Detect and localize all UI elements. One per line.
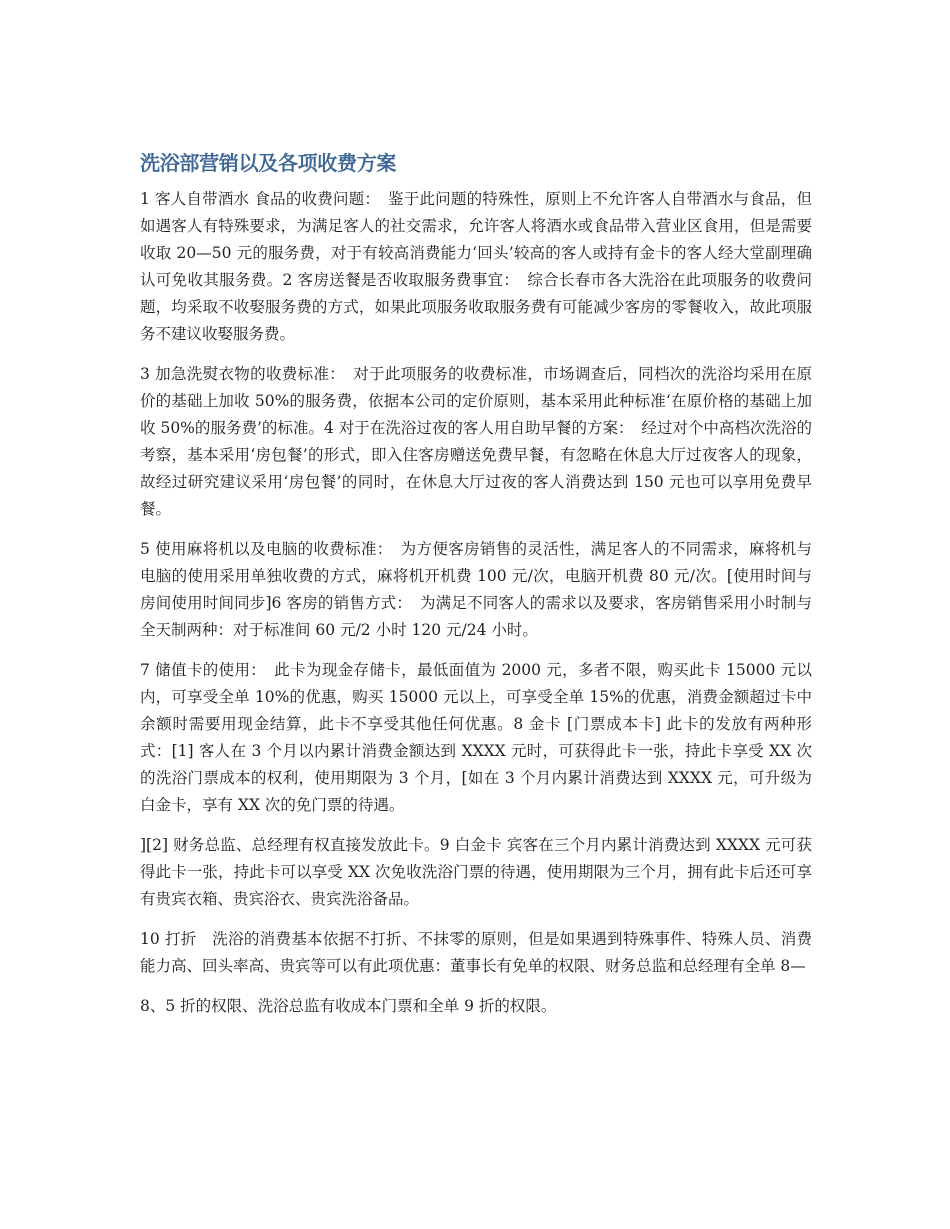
paragraph-2: 3 加急洗熨衣物的收费标准： 对于此项服务的收费标准，市场调查后，同档次的洗浴均采用在原价的基础上加收 50%的服务费，依据本公司的定价原则，基本采用此种标准‘在原价格的基础上加收 50%的服务费’的标准。4 对于在洗浴过夜的客人用自助早餐的方案： 经过对个中高档次洗浴的考察，基本采用‘房包餐’的形式，即入住客房赠送免费早餐，有忽略在休息大厅过夜客人的现象，故经过研究建议采用‘房包餐’的同时，在休息大厅过夜的客人消费达到 150 元也可以享用免费早餐。 (140, 365, 812, 518)
document-page (140, 148, 812, 1033)
paragraph-3: 5 使用麻将机以及电脑的收费标准： 为方便客房销售的灵活性，满足客人的不同需求，麻将机与电脑的使用采用单独收费的方式，麻将机开机费 100 元/次，电脑开机费 80 元/次。[使用时间与房间使用时间同步]6 客房的销售方式： 为满足不同客人的需求以及要求，客房销售采用小时制与全天制两种：对于标准间 60 元/2 小时 120 元/24 小时。 (140, 540, 812, 639)
paragraph-4: 7 储值卡的使用： 此卡为现金存储卡，最低面值为 2000 元，多者不限，购买此卡 15000 元以内，可享受全单 10%的优惠，购买 15000 元以上，可享受全单 15%的优惠，消费金额超过卡中余额时需要用现金结算，此卡不享受其他任何优惠。8 金卡 [门票成本卡] 此卡的发放有两种形式：[1] 客人在 3 个月以内累计消费金额达到 XXXX 元时，可获得此卡一张，持此卡享受 XX 次的洗浴门票成本的权利，使用期限为 3 个月，[如在 3 个月内累计消费达到 XXXX 元，可升级为白金卡，享有 XX 次的免门票的待遇。 (140, 661, 812, 814)
paragraph-6: 10 打折 洗浴的消费基本依据不打折、不抹零的原则，但是如果遇到特殊事件、特殊人员、消费能力高、回头率高、贵宾等可以有此项优惠：董事长有免单的权限、财务总监和总经理有全单 8— (140, 930, 812, 975)
paragraph-7: 8、5 折的权限、洗浴总监有收成本门票和全单 9 折的权限。 (140, 997, 557, 1015)
paragraph-1: 1 客人自带酒水 食品的收费问题： 鉴于此问题的特殊性，原则上不允许客人自带酒水与食品，但如遇客人有特殊要求，为满足客人的社交需求，允许客人将酒水或食品带入营业区食用，但是需要收取 20—50 元的服务费，对于有较高消费能力‘回头’较高的客人或持有金卡的客人经大堂副理确认可免收其服务费。2 客房送餐是否收取服务费事宜： 综合长春市各大洗浴在此项服务的收费问题，均采取不收娶服务费的方式，如果此项服务收取服务费有可能减少客房的零餐收入，故此项服务不建议收娶服务费。 (140, 190, 812, 343)
document-title: 洗浴部营销以及各项收费方案 (140, 151, 397, 175)
paragraph-5: ][2] 财务总监、总经理有权直接发放此卡。9 白金卡 宾客在三个月内累计消费达到 XXXX 元可获得此卡一张，持此卡可以享受 XX 次免收洗浴门票的待遇，使用期限为三个月，拥有此卡后还可享有贵宾衣箱、贵宾浴衣、贵宾洗浴备品。 (140, 836, 812, 908)
